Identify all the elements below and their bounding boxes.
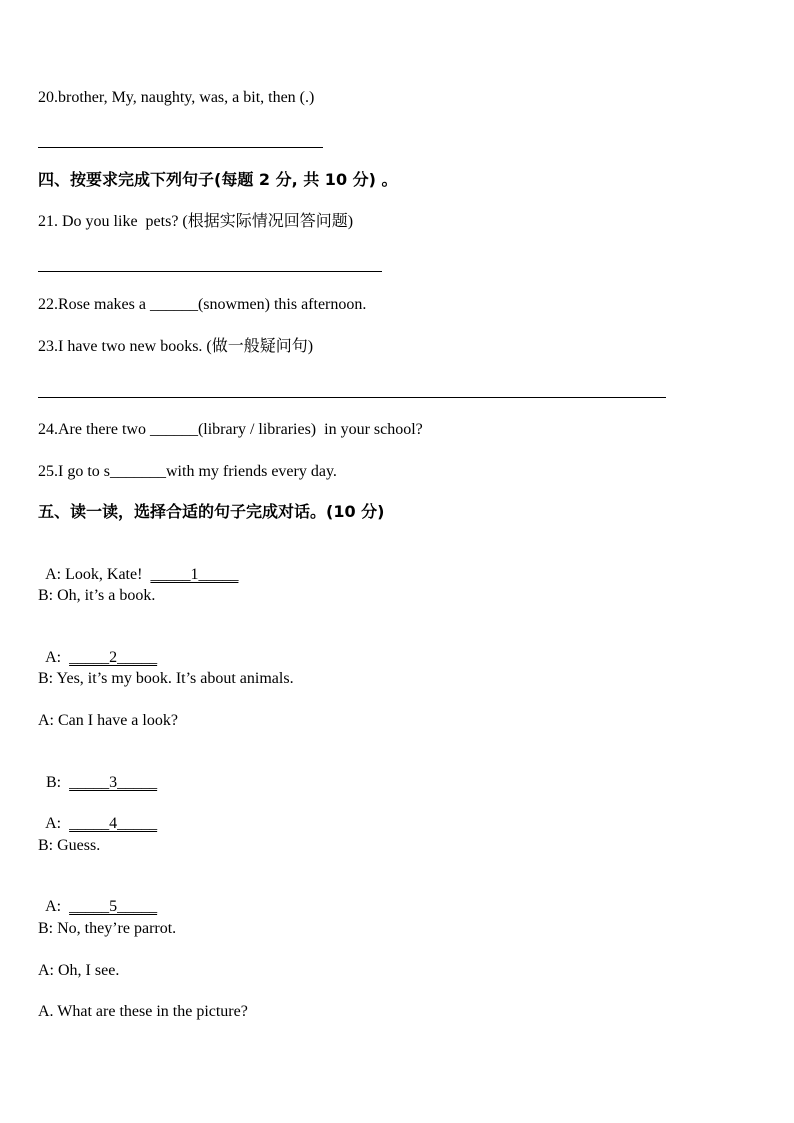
dialogue-text: A: [45,898,70,915]
dialogue-line-5: A: Can I have a look? [38,712,178,729]
dialogue-text: A: [45,649,70,666]
dialogue-blank-4: _____4_____ [69,815,158,832]
dialogue-line-4: B: Yes, it’s my book. It’s about animals. [38,670,294,687]
answer-line-21 [38,271,382,272]
option-a: A. What are these in the picture? [38,1003,248,1020]
dialogue-blank-1: _____1_____ [150,566,239,583]
question-23: 23.I have two new books. (做一般疑问句) [38,338,314,355]
dialogue-blank-2: _____2_____ [69,649,158,666]
dialogue-line-7 [38,794,157,834]
answer-line-23 [38,397,666,398]
question-24: 24.Are there two ______(library / libraries) in your school? [38,421,423,438]
dialogue-line-2: B: Oh, it’s a book. [38,587,156,604]
question-25: 25.I go to s_______with my friends every day. [38,463,337,480]
section-4-heading: 四、按要求完成下列句子(每题 2 分, 共 10 分) 。 [38,170,398,189]
question-21: 21. Do you like pets? (根据实际情况回答问题) [38,213,354,230]
dialogue-text: A: Look, Kate! [45,566,151,583]
question-20: 20.brother, My, naughty, was, a bit, then (.) [38,89,315,106]
dialogue-line-10: B: No, they’re parrot. [38,920,177,937]
dialogue-blank-3: _____3_____ [69,774,158,791]
dialogue-blank-5: _____5_____ [69,898,158,915]
dialogue-line-9 [38,877,157,917]
dialogue-text: B: [46,774,70,791]
dialogue-line-3 [38,628,157,668]
answer-line-20 [38,147,323,148]
question-22: 22.Rose makes a ______(snowmen) this afternoon. [38,296,367,313]
dialogue-line-6 [38,753,157,793]
dialogue-line-8: B: Guess. [38,837,101,854]
dialogue-line-11: A: Oh, I see. [38,962,120,979]
dialogue-text: A: [45,815,70,832]
dialogue-line-1 [38,545,238,585]
section-5-heading: 五、读一读，选择合适的句子完成对话。(10 分) [38,502,385,521]
